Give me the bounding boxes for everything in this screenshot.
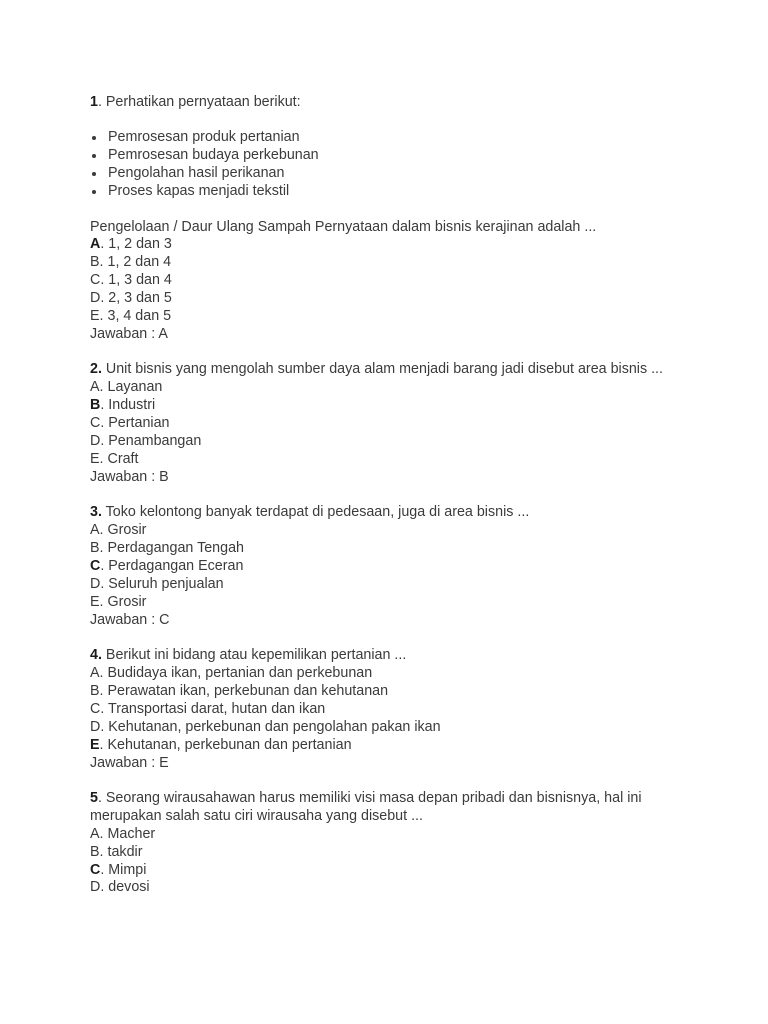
option-b: B. Perdagangan Tengah bbox=[90, 540, 244, 557]
option-a: A. 1, 2 dan 3 bbox=[90, 236, 172, 253]
option-e: E. 3, 4 dan 5 bbox=[90, 308, 172, 325]
option-d: D. Penambangan bbox=[90, 433, 202, 449]
question-2 bbox=[90, 361, 690, 486]
option-a: A. Layanan bbox=[90, 379, 163, 396]
bullet-icon bbox=[92, 190, 96, 194]
option-a: A. Macher bbox=[90, 825, 156, 842]
question-number: 5 bbox=[90, 789, 98, 806]
option-e: E. Grosir bbox=[90, 593, 147, 610]
question-number: 2. bbox=[90, 361, 102, 378]
question-4 bbox=[90, 647, 690, 772]
answer-line: Jawaban : B bbox=[90, 468, 169, 485]
document-page bbox=[90, 94, 690, 915]
question-number: 4. bbox=[90, 647, 102, 664]
option-d: D. 2, 3 dan 5 bbox=[90, 290, 172, 307]
question-number: 3. bbox=[90, 504, 102, 521]
question-2-prompt: 2. Unit bisnis yang mengolah sumber daya alam menjadi barang jadi disebut area bisnis ... bbox=[90, 361, 664, 378]
option-d: D. Seluruh penjualan bbox=[90, 575, 224, 592]
option-d: D. Kehutanan, perkebunan dan pengolahan pakan ikan bbox=[90, 718, 441, 735]
question-5 bbox=[90, 790, 690, 897]
option-b: B. takdir bbox=[90, 843, 143, 860]
question-1-prompt: 1. Perhatikan pernyataan berikut: bbox=[90, 94, 301, 110]
option-c: C. 1, 3 dan 4 bbox=[90, 272, 172, 289]
option-b: B. Perawatan ikan, perkebunan dan kehutanan bbox=[90, 682, 389, 699]
option-c: C. Mimpi bbox=[90, 861, 147, 878]
option-d: D. devosi bbox=[90, 879, 150, 896]
answer-line: Jawaban : A bbox=[90, 325, 168, 342]
option-b: B. 1, 2 dan 4 bbox=[90, 254, 172, 271]
bullet-icon bbox=[92, 172, 96, 176]
question-1 bbox=[90, 94, 690, 344]
question-1-stem: Pengelolaan / Daur Ulang Sampah Pernyataan dalam bisnis kerajinan adalah ... bbox=[90, 218, 597, 235]
bullet-icon bbox=[92, 136, 96, 140]
question-4-prompt: 4. Berikut ini bidang atau kepemilikan pertanian ... bbox=[90, 647, 407, 664]
option-e: E. Craft bbox=[90, 450, 139, 467]
list-item: Proses kapas menjadi tekstil bbox=[90, 183, 690, 201]
list-item: Pemrosesan budaya perkebunan bbox=[90, 147, 690, 165]
question-5-prompt: 5. Seorang wirausahawan harus memiliki visi masa depan pribadi dan bisnisnya, hal ini merupakan salah satu ciri wirausaha yang disebut ... bbox=[90, 789, 642, 824]
statement-list bbox=[90, 129, 690, 201]
option-e: E. Kehutanan, perkebunan dan pertanian bbox=[90, 736, 352, 753]
answer-line: Jawaban : E bbox=[90, 754, 169, 771]
list-item: Pemrosesan produk pertanian bbox=[90, 129, 690, 147]
question-number: 1 bbox=[90, 94, 98, 110]
option-a: A. Budidaya ikan, pertanian dan perkebunan bbox=[90, 664, 373, 681]
option-c: C. Transportasi darat, hutan dan ikan bbox=[90, 700, 326, 717]
question-3 bbox=[90, 504, 690, 629]
question-3-prompt: 3. Toko kelontong banyak terdapat di pedesaan, juga di area bisnis ... bbox=[90, 504, 530, 521]
option-c: C. Pertanian bbox=[90, 415, 170, 432]
bullet-icon bbox=[92, 154, 96, 158]
option-a: A. Grosir bbox=[90, 522, 147, 539]
option-b: B. Industri bbox=[90, 397, 156, 414]
list-item: Pengolahan hasil perikanan bbox=[90, 165, 690, 183]
option-c: C. Perdagangan Eceran bbox=[90, 557, 244, 574]
answer-line: Jawaban : C bbox=[90, 611, 170, 628]
